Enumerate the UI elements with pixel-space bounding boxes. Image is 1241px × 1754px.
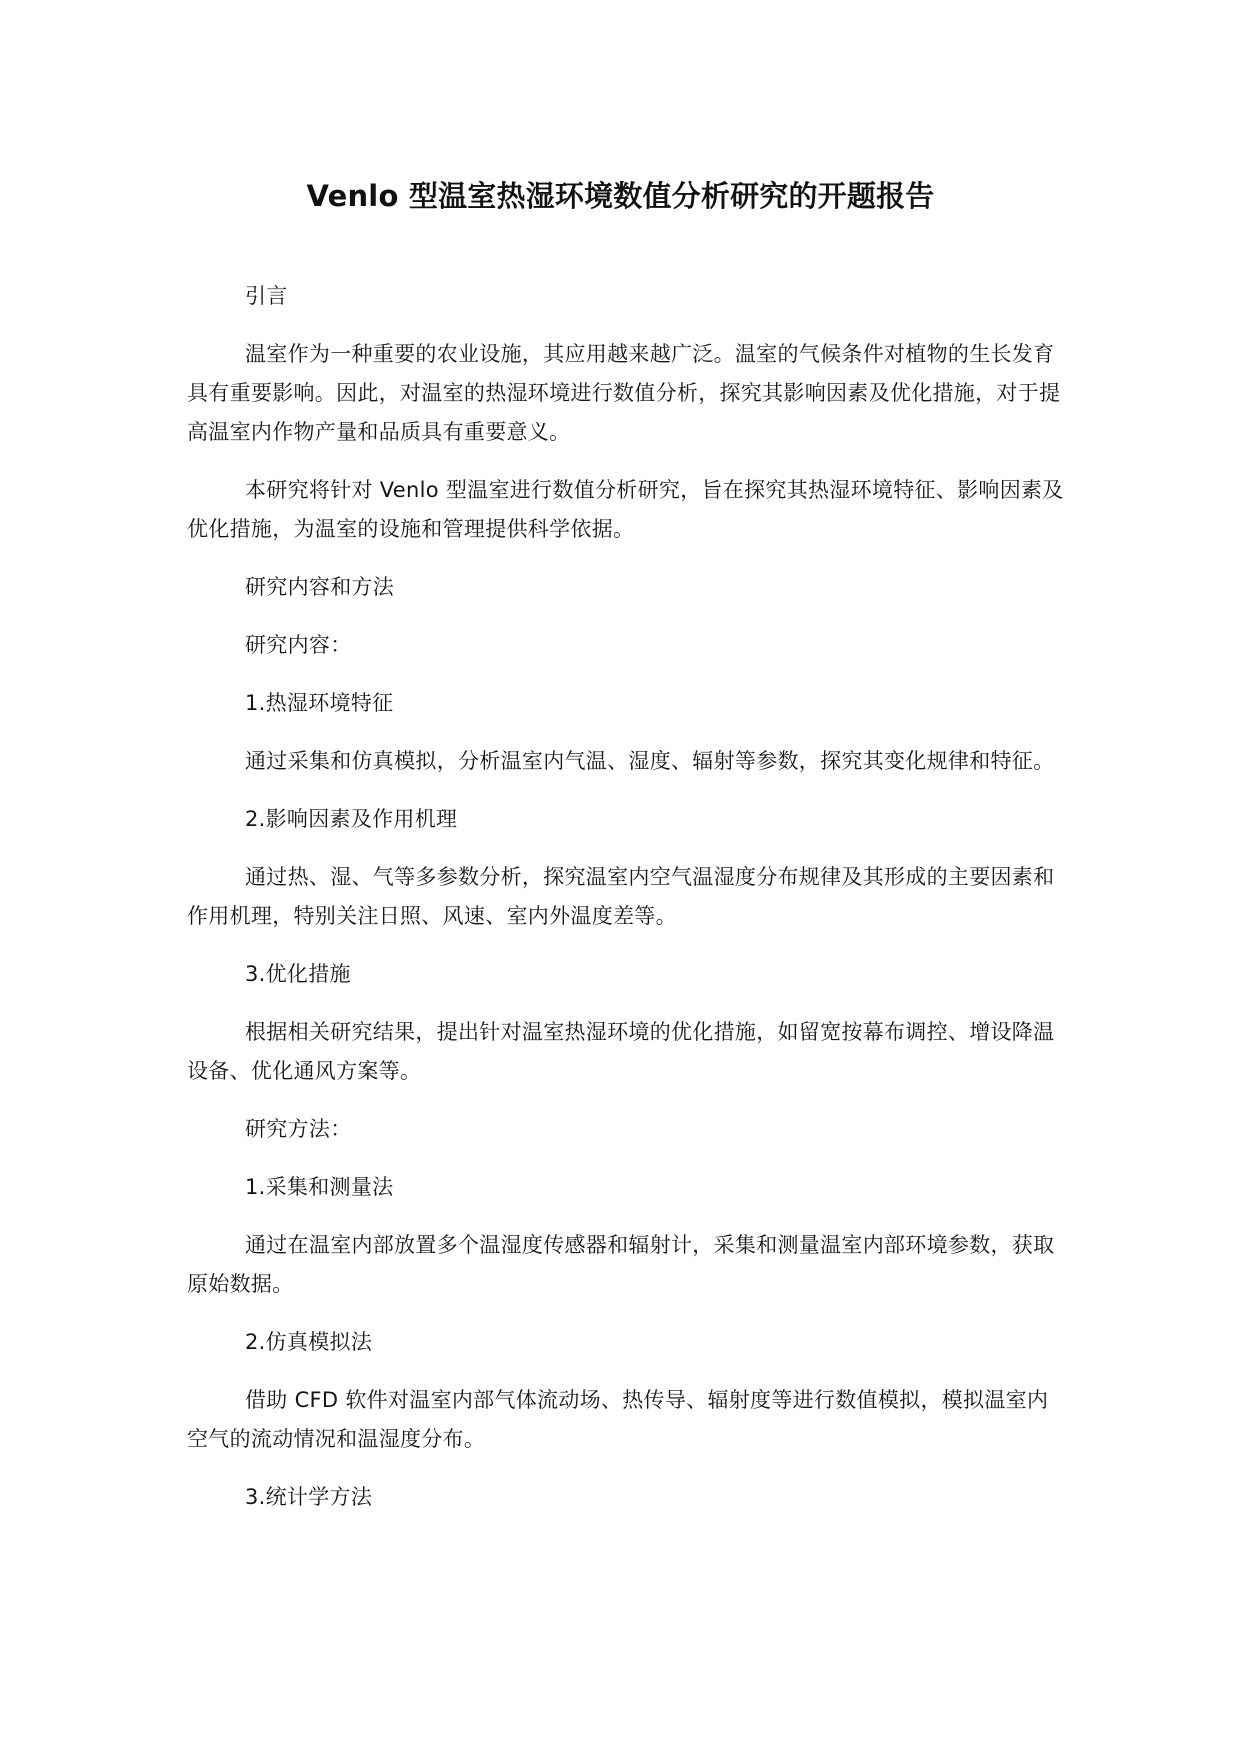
paragraph-method-item-1-text: 通过在温室内部放置多个温湿度传感器和辐射计，采集和测量温室内部环境参数，获取原始数据。 bbox=[187, 1233, 1055, 1296]
document-body bbox=[187, 277, 1067, 1536]
paragraph-research-methods-heading: 研究方法： bbox=[245, 1117, 352, 1141]
paragraph-content-item-2: 2.影响因素及作用机理 bbox=[245, 807, 458, 831]
paragraph-research-content-heading: 研究内容： bbox=[245, 633, 352, 657]
paragraph-method-item-1: 1.采集和测量法 bbox=[245, 1175, 394, 1199]
paragraph-method-item-2-text: 借助 CFD 软件对温室内部气体流动场、热传导、辐射度等进行数值模拟，模拟温室内空气的流动情况和温湿度分布。 bbox=[187, 1388, 1049, 1451]
paragraph-intro-1: 温室作为一种重要的农业设施，其应用越来越广泛。温室的气候条件对植物的生长发育具有重要影响。因此，对温室的热湿环境进行数值分析，探究其影响因素及优化措施，对于提高温室内作物产量和品质具有重要意义。 bbox=[187, 342, 1061, 444]
paragraph-content-item-1-text: 通过采集和仿真模拟，分析温室内气温、湿度、辐射等参数，探究其变化规律和特征。 bbox=[245, 749, 1055, 773]
paragraph-content-item-2-text: 通过热、湿、气等多参数分析，探究温室内空气温湿度分布规律及其形成的主要因素和作用机理，特别关注日照、风速、室内外温度差等。 bbox=[187, 865, 1055, 928]
paragraph-content-item-3: 3.优化措施 bbox=[245, 962, 351, 986]
paragraph-research-content-methods-heading: 研究内容和方法 bbox=[245, 575, 395, 599]
paragraph-method-item-3: 3.统计学方法 bbox=[245, 1485, 373, 1509]
paragraph-introduction-heading: 引言 bbox=[245, 284, 288, 308]
paragraph-intro-2: 本研究将针对 Venlo 型温室进行数值分析研究，旨在探究其热湿环境特征、影响因素及优化措施，为温室的设施和管理提供科学依据。 bbox=[187, 478, 1064, 541]
paragraph-method-item-2: 2.仿真模拟法 bbox=[245, 1330, 373, 1354]
document-title: Venlo 型温室热湿环境数值分析研究的开题报告 bbox=[306, 179, 935, 213]
paragraph-content-item-3-text: 根据相关研究结果，提出针对温室热湿环境的优化措施，如留宽按幕布调控、增设降温设备、优化通风方案等。 bbox=[187, 1020, 1055, 1083]
paragraph-content-item-1: 1.热湿环境特征 bbox=[245, 691, 394, 715]
